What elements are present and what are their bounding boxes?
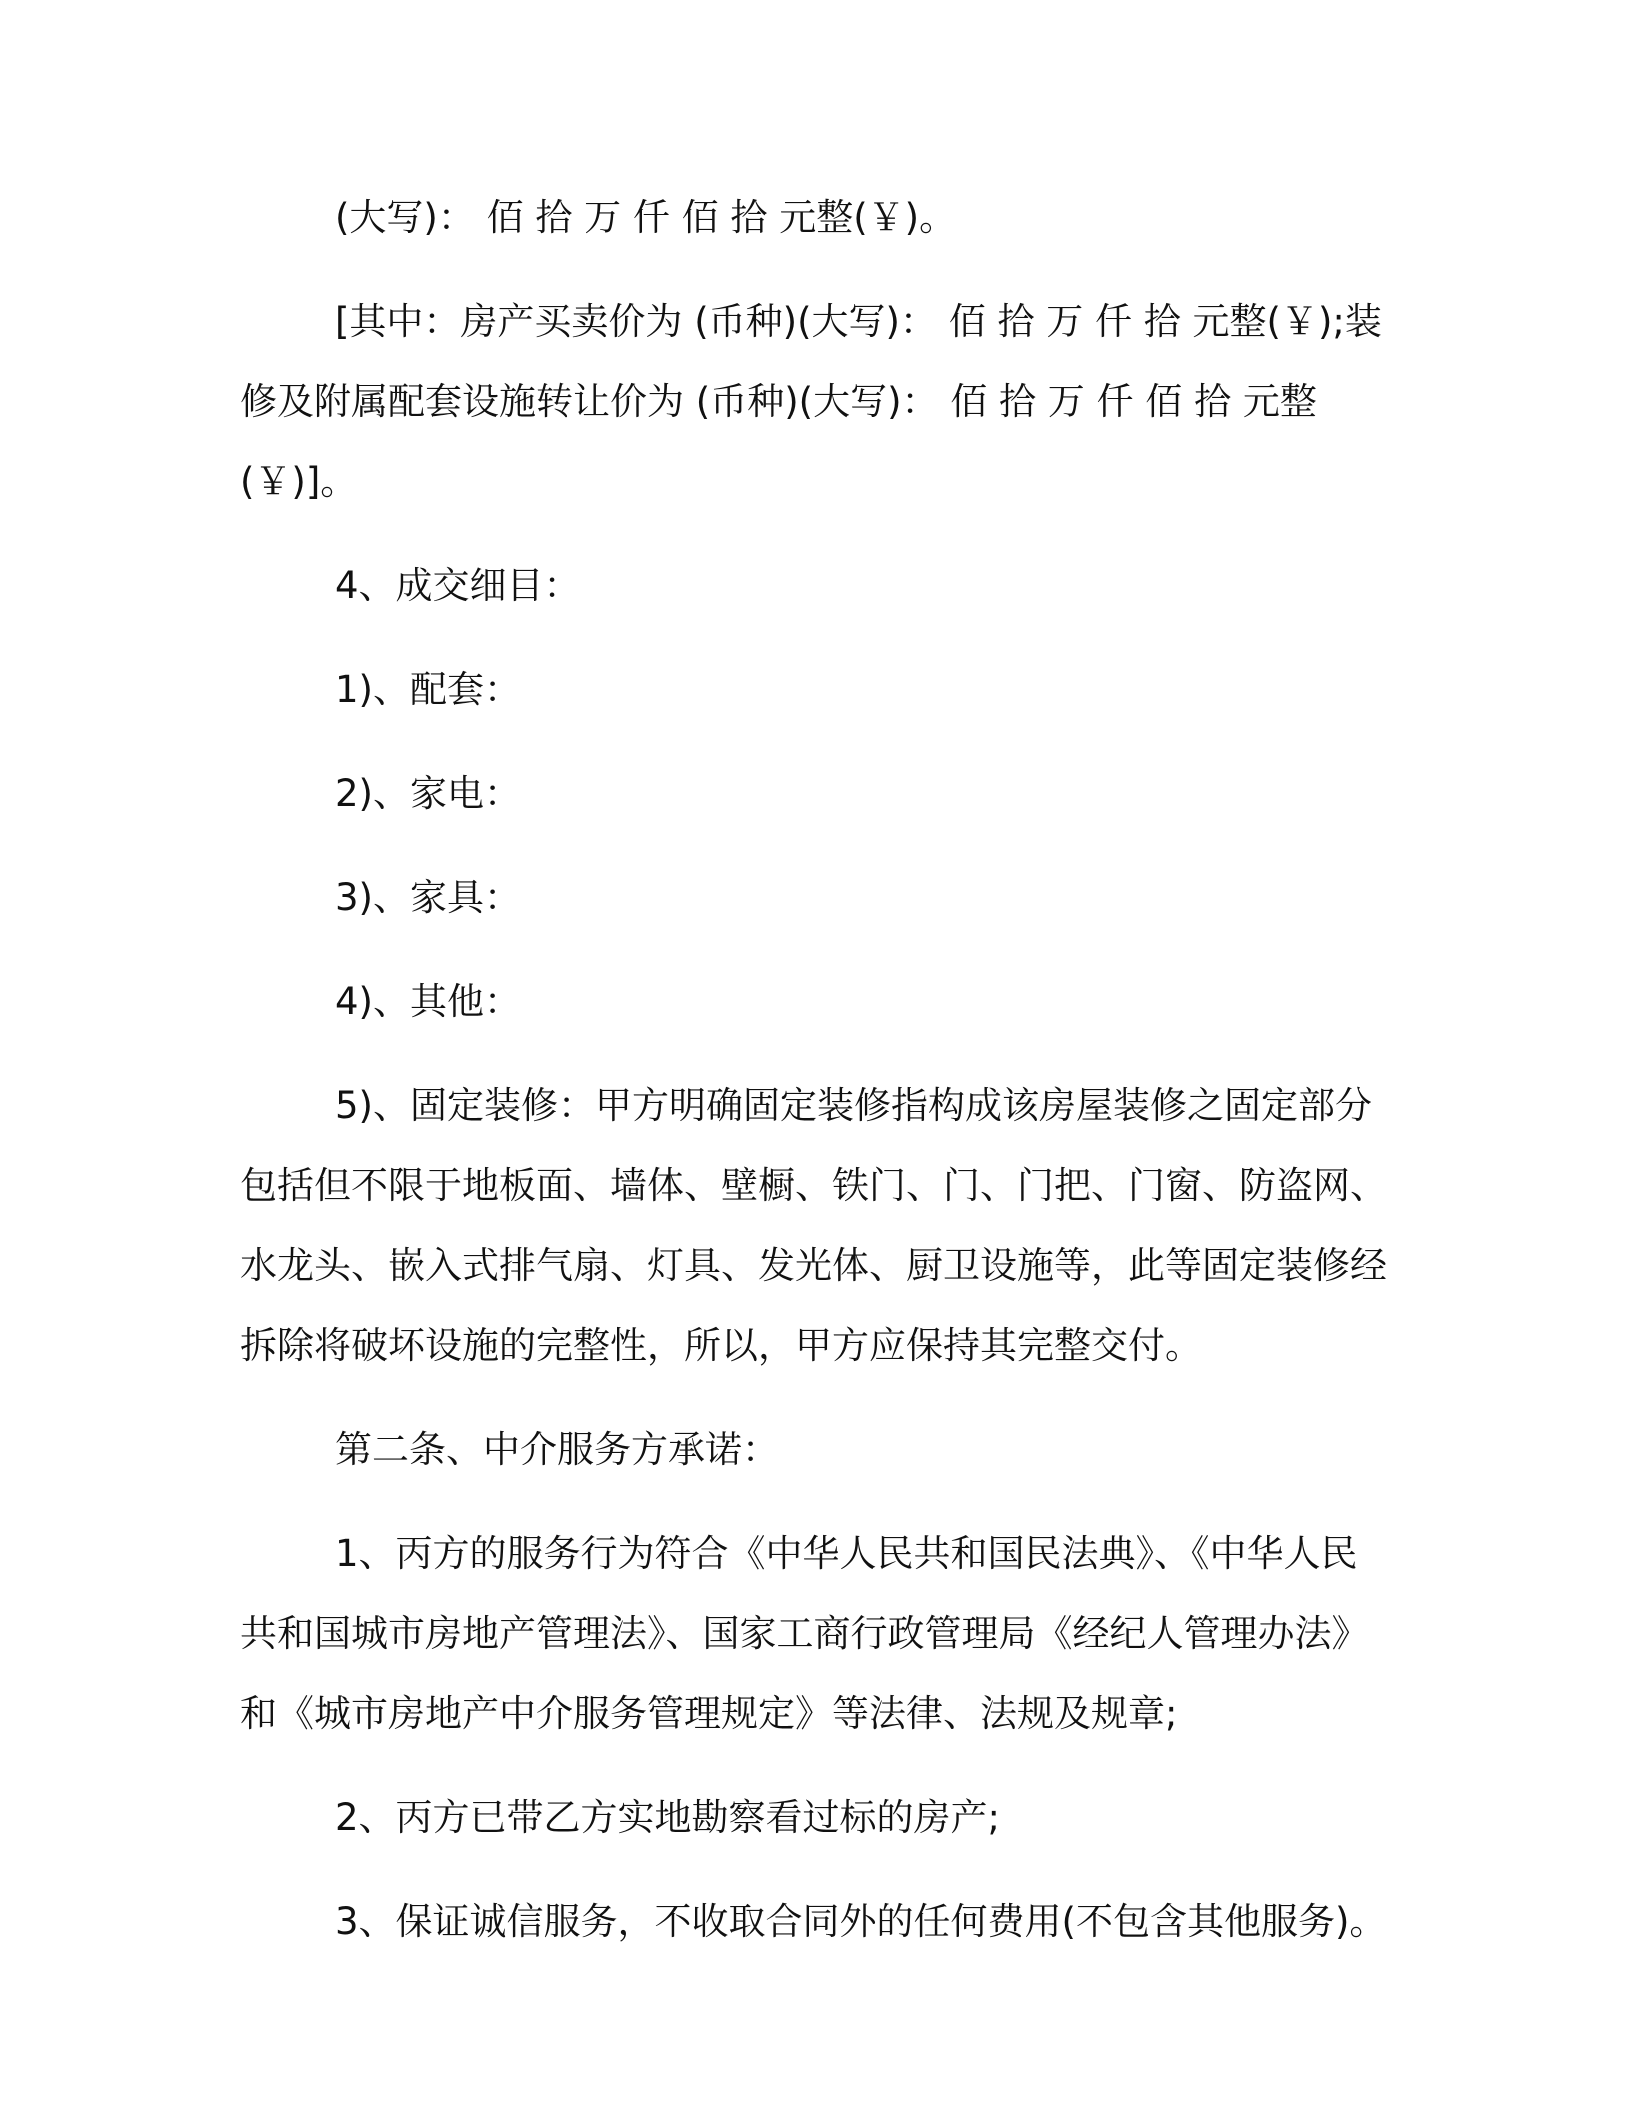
item-furniture: 3)、家具： — [335, 876, 521, 919]
promise-3: 3、保证诚信服务，不收取合同外的任何费用(不包含其他服务)。 — [335, 1900, 1387, 1943]
price-breakdown-paragraph: [其中：房产买卖价为 (币种)(大写)： 佰 拾 万 仟 拾 元整(￥);装修及附属配套设施转让价为 (币种)(大写)： 佰 拾 万 仟 佰 拾 元整(￥)]。 — [240, 300, 1382, 503]
item-facilities: 1)、配套： — [335, 668, 521, 711]
item-other: 4)、其他： — [335, 980, 521, 1023]
transaction-details-heading: 4、成交细目： — [335, 564, 581, 607]
item-fixed-decoration: 5)、固定装修：甲方明确固定装修指构成该房屋装修之固定部分包括但不限于地板面、墙体、壁橱、铁门、门、门把、门窗、防盗网、水龙头、嵌入式排气扇、灯具、发光体、厨卫设施等，此等固定装修经拆除将破坏设施的完整性，所以，甲方应保持其完整交付。 — [240, 1084, 1387, 1367]
article-two-heading: 第二条、中介服务方承诺： — [335, 1428, 779, 1471]
item-appliances: 2)、家电： — [335, 772, 521, 815]
document-body — [240, 178, 1390, 1986]
promise-1: 1、丙方的服务行为符合《中华人民共和国民法典》、《中华人民共和国城市房地产管理法》、国家工商行政管理局《经纪人管理办法》和《城市房地产中介服务管理规定》等法律、法规及规章; — [240, 1532, 1369, 1735]
promise-2: 2、丙方已带乙方实地勘察看过标的房产; — [335, 1796, 1001, 1839]
amount-capital-line: (大写)： 佰 拾 万 仟 佰 拾 元整(￥)。 — [335, 196, 957, 239]
